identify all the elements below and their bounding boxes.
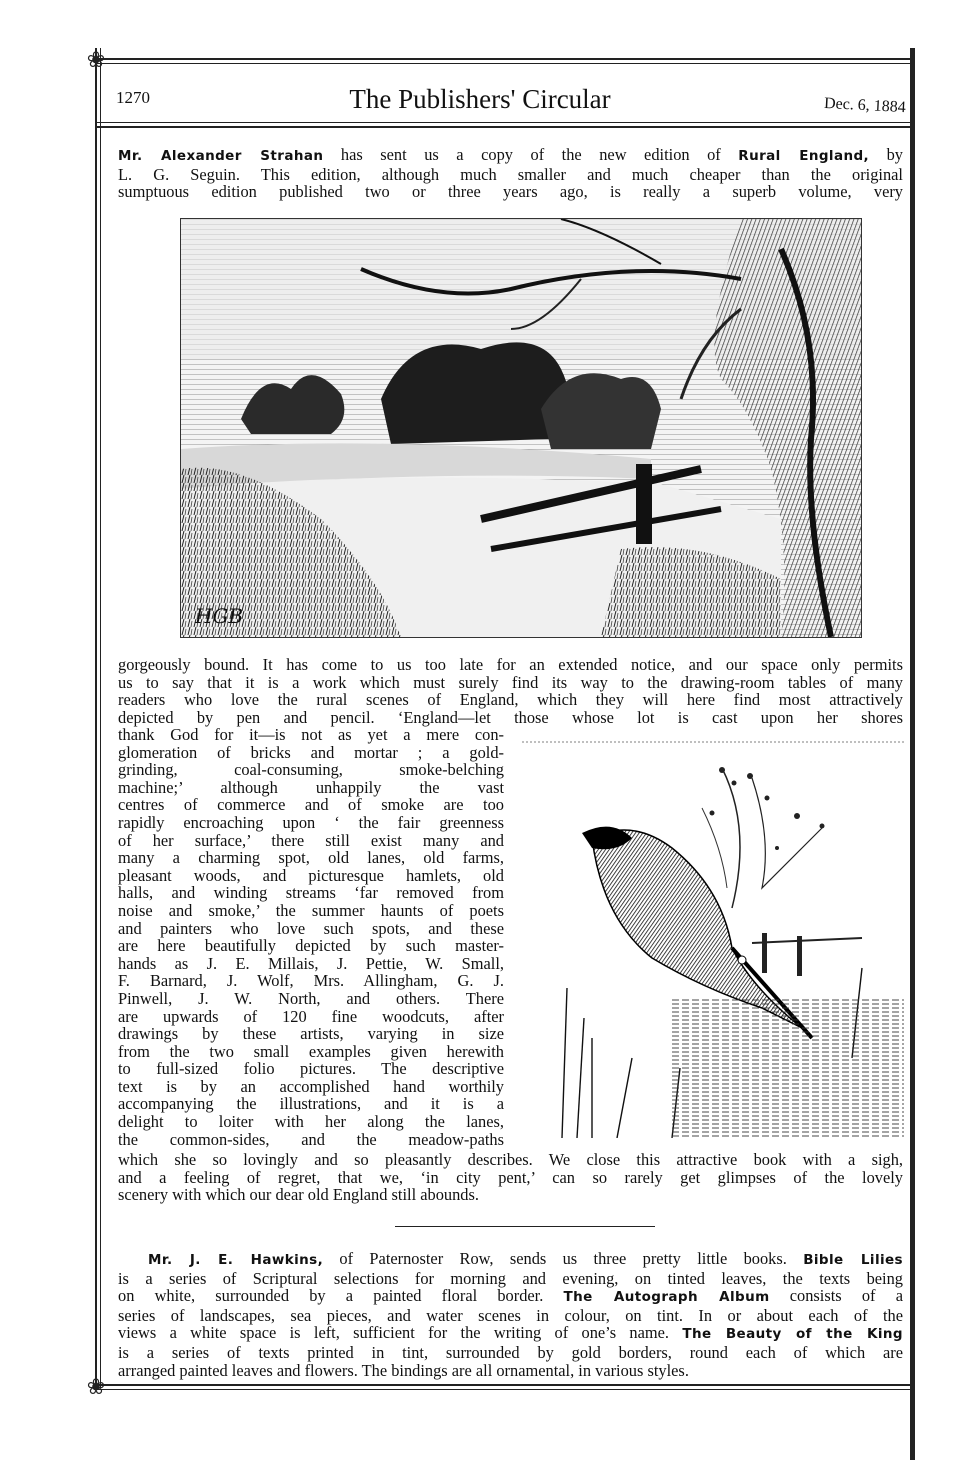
text-line: Mr. J. E. Hawkins, of Paternoster Row, sends us three pretty little books. Bible Lilies [148, 1249, 903, 1268]
text-line: centres of commerce and of smoke are too [118, 795, 504, 815]
text-line: on white, surrounded by a painted floral border. The Autograph Album consists of a [118, 1286, 903, 1306]
author-name: Mr. Alexander Strahan [118, 148, 324, 164]
text-line: arranged painted leaves and flowers. The bindings are all ornamental, in various styles. [118, 1360, 689, 1380]
text-line: F. Barnard, J. Wolf, Mrs. Allingham, G. J. [118, 971, 504, 991]
issue-date: Dec. 6, 1884 [823, 94, 907, 117]
kingfisher-woodcut [522, 738, 904, 1138]
text-line: series of landscapes, sea pieces, and water scenes in colour, on tint. In or about each of the [118, 1305, 903, 1325]
text-line: scenery with which our dear old England still abounds. [118, 1185, 479, 1205]
corner-ornament-icon: ❀ [86, 47, 106, 72]
page-title: The Publishers' Circular [349, 84, 611, 114]
text-line: are here beautifully depicted by such master- [118, 936, 504, 956]
text-line: and a feeling of regret, that we, ‘in city pent,’ can so rarely get glimpses of the lovely [118, 1167, 903, 1187]
text-line: grinding, coal-consuming, smoke-belching [118, 760, 504, 780]
header-rule [95, 122, 915, 123]
landscape-woodcut [180, 218, 862, 638]
text-line: the common-sides, and the meadow-paths [118, 1129, 504, 1149]
book-title: The Autograph Album [563, 1289, 770, 1306]
header-rule-thick [95, 126, 915, 128]
text-line: to full-sized folio pictures. The descriptive [118, 1059, 504, 1079]
page-number: 1270 [116, 88, 150, 107]
top-rule-inner [95, 63, 915, 64]
text-line: many a charming spot, old lanes, old farms, [118, 848, 504, 868]
artist-monogram: HGB [195, 604, 244, 628]
text-line: is a series of Scriptural selections for morning and evening, on tinted leaves, the texts being [118, 1268, 903, 1288]
text-line: gorgeously bound. It has come to us too late for an extended notice, and our space only permits [118, 655, 903, 674]
bottom-rule [95, 1384, 915, 1386]
text-line: text is by an accomplished hand worthily [118, 1076, 504, 1096]
article-strahan-column [118, 726, 504, 1148]
text-line: sumptuous edition published two or three years ago, is really a superb volume, very [118, 182, 903, 202]
article-strahan-closing [118, 1151, 903, 1204]
bottom-rule-inner [95, 1389, 915, 1390]
text-line: depicted by pen and pencil. ‘England—let those whose lot is cast upon her shores [118, 707, 903, 727]
text-line: hands as J. E. Millais, J. Pettie, W. Small, [118, 953, 504, 973]
book-title: Rural England, [738, 148, 870, 164]
left-border-inner [100, 48, 101, 1388]
text-line: halls, and winding streams ‘far removed from [118, 883, 504, 903]
text-line: readers who love the rural scenes of England, which they will here find most attractively [118, 690, 903, 710]
text-line: rapidly encroaching upon ‘ the fair greenness [118, 812, 504, 832]
text-line: delight to loiter with her along the lanes, [118, 1112, 504, 1132]
text-line: machine;’ although unhappily the vast [118, 777, 504, 797]
text-line: are upwards of 120 fine woodcuts, after [118, 1006, 504, 1026]
author-name: Mr. J. E. Hawkins, [148, 1252, 324, 1268]
text-line: us to say that it is a work which must surely find its way to the drawing-room tables of many [118, 672, 903, 692]
corner-ornament-icon: ❀ [86, 1374, 106, 1399]
text-line: drawings by these artists, varying in size [118, 1024, 504, 1044]
text-line: Mr. Alexander Strahan has sent us a copy of the new edition of Rural England, by [118, 145, 903, 164]
article-strahan-body [118, 656, 903, 726]
text-line: of her surface,’ there still exist many and [118, 830, 504, 850]
text-line: views a white space is left, sufficient for the writing of one’s name. The Beauty of the King [118, 1323, 903, 1343]
top-rule [95, 58, 915, 60]
text-line: and painters who love such spots, and these [118, 918, 504, 938]
text-line: which she so lovingly and so pleasantly describes. We close this attractive book with a sigh, [118, 1150, 903, 1169]
book-title: Bible Lilies [803, 1252, 903, 1268]
text-line: pleasant woods, and picturesque hamlets, old [118, 865, 504, 885]
text-line: Pinwell, J. W. North, and others. There [118, 988, 504, 1008]
right-border [910, 48, 915, 1460]
text-line: accompanying the illustrations, and it is a [118, 1094, 504, 1114]
article-strahan-intro [118, 146, 903, 201]
text-line: noise and smoke,’ the summer haunts of poets [118, 900, 504, 920]
text-line: is a series of texts printed in tint, surrounded by gold borders, round each of which are [118, 1342, 903, 1362]
text-line: L. G. Seguin. This edition, although much smaller and much cheaper than the original [118, 164, 903, 184]
text-line: glomeration of bricks and mortar ; a gold- [118, 742, 504, 762]
section-divider [395, 1226, 655, 1227]
text-line: from the two small examples given herewith [118, 1041, 504, 1061]
book-title: The Beauty of the King [682, 1326, 903, 1343]
left-border [95, 48, 97, 1388]
text-line: thank God for it—is not as yet a mere con- [118, 725, 504, 744]
article-hawkins [118, 1250, 903, 1379]
